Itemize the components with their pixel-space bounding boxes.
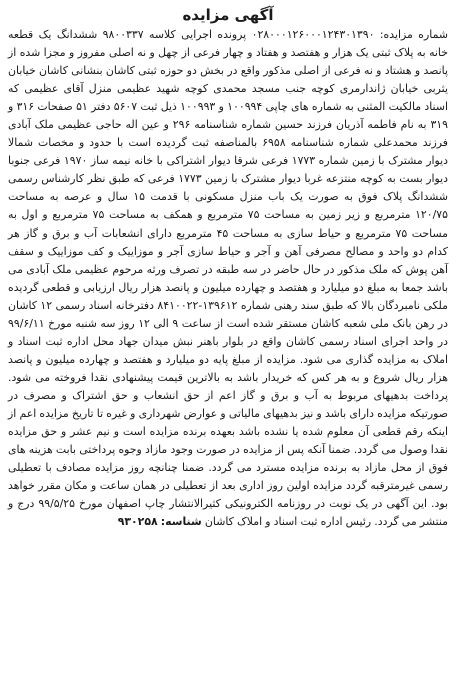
notice-title: آگهی مزایده: [182, 6, 274, 24]
shenaseh-value: ۹۳۰۲۵۸: [117, 515, 158, 529]
notice-text: شماره مزایده: ۰۲۸۰۰۰۱۲۶۰۰۰۱۲۴۳۰۱۳۹۰ پرونده اجرایی کلاسه ۹۸۰۰۳۳۷ ششدانگ یک قطعه خانه به پلاک ثبتی یک هزار و هفتصد و هفتاد و چهار فرعی از چهل و نه اصلی مفروز و مجزا شده از پانصد و هشتاد و نه فرعی از اصلی مذکور واقع در بخش دو حوزه ثبتی کاشان بنشانی کاشان خیابان یثربی خیابان ژاندارمری کوچه جنب مسجد محمدی کوچه شهید عظیمی منزل آقای عظیمی که اسناد مالکیت المثنی به شماره های چاپی ۱۰۰۹۹۴ و ۱۰۰۹۹۳ ذیل ثبت ۵۶۰۷ دفتر ۵۱ صفحات ۳۱۶ و ۳۱۹ به نام فاطمه آذریان فرزند حسین شماره شناسنامه ۲۹۶ و عین اله حاجی عظیمی ملک آبادی فرزند محمدعلی شماره شناسنامه ۶۹۵۸ بالمناصفه ثبت گردیده است با حدود و مخصات شمالا دیوار مشترک با زمین شماره ۱۷۷۳ فرعی شرقا دیوار اشتراکی با خانه نیمه ساز ۱۹۷۰ فرعی جنوبا دیوار بست به کوچه منتزعه غربا دیوار مشترک با زمین ۱۷۷۳ فرعی که طبق نظر کارشناس رسمی ششدانگ پلاک فوق به صورت یک باب منزل مسکونی با قدمت ۱۵ سال و عرصه به مساحت ۱۲۰/۷۵ مترمربع و زیر زمین به مساحت ۷۵ مترمربع و همکف به مساحت ۷۵ مترمربع و اول به مساحت ۷۵ مترمربع و حیاط سازی به مساحت ۴۵ مترمربع دارای انشعابات آب و برق و گاز هر کدام دو واحد و مصالح مصرفی آهن و آجر و حیاط سازی آجر و موزاییک و کف موزاییک و سقف آهن پوش که ملک مذکور در حال حاضر در سه طبقه در تصرف ورثه مرحوم عظیمی ملک آبادی می باشد جمعا به مبلغ دو میلیارد و هفتصد و چهارده میلیون و پانصد هزار ریال ارزیابی و قطعی گردیده ملکی نامبردگان بالا که طبق سند رهنی شماره ۱۳۹۶۱۲-۸۴۱۰۰۲۲ دفترخانه اسناد رسمی ۱۲ کاشان در رهن بانک ملی شعبه کاشان مستقر شده است از ساعت ۹ الی ۱۲ روز سه شنبه مورخ ۹۹/۶/۱۱ در واحد اجرای اسناد رسمی کاشان واقع در بلوار باهنر نبش میدان جهاد محل اداره ثبت اسناد و املاک به مزایده گذاری می شود. مزایده از مبلغ پایه دو میلیارد و هفتصد و چهارده میلیون و پانصد هزار ریال شروع و به هر کس که خریدار باشد به بالاترین قیمت پیشنهادی نقدا فروخته می شود. پرداخت بدهیهای مربوط به آب و برق و گاز اعم از حق انشعاب و حق اشتراک و مصرف در صورتیکه مزایده دارای باشد و نیز بدهیهای مالیاتی و عوارض شهرداری و غیره تا تاریخ مزایده اعم از اینکه رقم قطعی آن معلوم شده یا نشده باشد بعهده برنده مزایده است و نیم عشر و حق مزایده نقدا وصول می گردد. ضمنا آنکه پس از مزایده در صورت وجود مازاد وجوه پرداختی بابت هزینه های فوق از محل مازاد به برنده مزایده مسترد می گردد. ضمنا چنانچه روز مزایده مصادف با تعطیلی رسمی غیرمترقبه گردد مزایده اولین روز اداری بعد از تعطیلی در همان ساعت و مکان مقرر خواهد بود. این آگهی در یک نوبت در روزنامه الکترونیکی کثیرالانتشار چاپ اصفهان مورخ ۹۹/۵/۲۵ درج و منتشر می گردد. رئیس اداره ثبت اسناد و املاک کاشان: [8, 28, 449, 529]
shenaseh-label: شناسه:: [160, 515, 202, 529]
notice-body: [8, 26, 448, 531]
